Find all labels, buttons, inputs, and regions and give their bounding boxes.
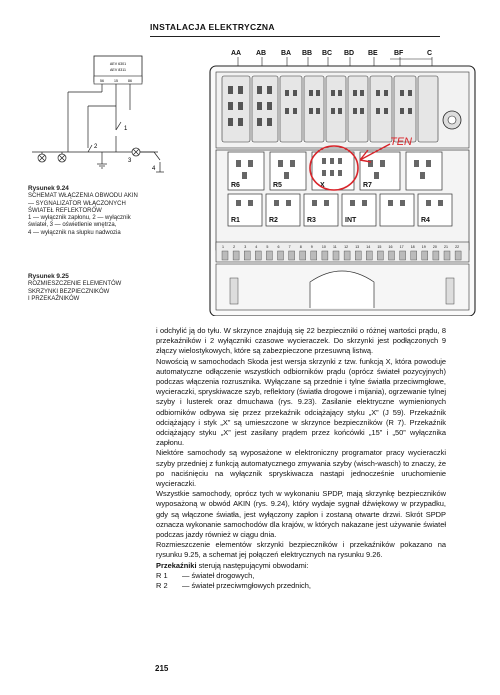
lamp-right	[58, 154, 66, 162]
caption-9-24-title: Rysunek 9.24	[28, 185, 69, 192]
relay-box-line1: AEV 6301	[109, 62, 127, 66]
fuse-blade	[333, 251, 339, 260]
caption-fig-9-25	[28, 273, 148, 303]
caption-9-24-line: — SYGNALIZATOR WŁĄCZONYCH	[28, 200, 126, 207]
relay-label-int: INT	[345, 217, 357, 224]
relay-label-r1: R1	[231, 217, 240, 224]
fuse-blade	[255, 251, 261, 260]
fuse-number: 14	[366, 245, 371, 249]
caption-9-25-line: SKRZYNKI BEZPIECZNIKÓW	[28, 288, 110, 295]
callout-3: 3	[128, 158, 132, 164]
fuse-number: 2	[233, 245, 236, 249]
connector-label-bd: BD	[344, 50, 355, 57]
page-number: 215	[155, 664, 169, 673]
callout-4: 4	[152, 166, 156, 172]
figure-9-25-fusebox	[200, 46, 480, 316]
relay-label-r6: R6	[231, 182, 240, 189]
fuse-number: 1	[222, 245, 224, 249]
caption-9-25-line: I PRZEKAŹNIKÓW	[28, 295, 80, 302]
connector-label-c: C	[427, 50, 433, 57]
caption-9-24-line: 1 — wyłącznik zapłonu, 2 — wyłącznik	[28, 215, 131, 222]
fuse-number: 5	[266, 245, 269, 249]
fuse-number: 22	[455, 245, 460, 249]
paragraph: Nowością w samochodach Skoda jest wersja skrzynki z tzw. funkcją X, która powoduje automatyczne odłączenie wszystkich odbiorników prądu (oprócz świateł pozycyjnych) podczas włączenia rozrusznika. Wyłączane są przednie i tylne światła przeciwmgłowe, wycieraczki, spryskiwacze szyb, reflektory (światła drogowe i mijania), ogrzewanie tylnej szyby i lusterek oraz dmuchawa (rys. 9.23). Zasilanie elektryczne wymienionych odbiorników odbywa się przez przekaźnik odciążający styku „X” (J 59). Przekaźnik odciążający i styk „X” są umieszczone w skrzynce bezpieczników (R 7). Przekaźnik odciążający styku „X” jest zasilany prądem przez końcówki „15” i „50” wyłącznika zapłonu.	[156, 356, 446, 448]
fuse-blade	[422, 251, 428, 260]
fuse-number: 21	[444, 245, 448, 249]
fuse-blade	[300, 251, 306, 260]
relay-pin-56: 56	[100, 79, 104, 83]
caption-9-24-line: świateł, 3 — oświetlenie wnętrza,	[28, 222, 117, 229]
fuse-number: 7	[288, 245, 291, 249]
connector-label-be: BE	[368, 50, 378, 57]
list-text: — świateł przeciwmgłowych przednich,	[182, 581, 311, 591]
fuse-number: 8	[299, 245, 302, 249]
list-item	[156, 581, 446, 591]
fuse-number: 4	[255, 245, 258, 249]
list-item	[156, 571, 446, 581]
fuse-blade	[311, 251, 317, 260]
relay-label-r7: R7	[363, 182, 372, 189]
lamp-left	[38, 154, 46, 162]
connector-label-bf: BF	[394, 50, 404, 57]
fuse-blade	[377, 251, 383, 260]
relays-lead-bold: Przekaźniki	[156, 560, 197, 570]
caption-9-24-line: 4 — wyłącznik na słupku nadwozia	[28, 229, 121, 236]
caption-9-25-title: Rysunek 9.25	[28, 273, 69, 280]
fuse-number: 16	[388, 245, 393, 249]
interior-lamp	[132, 148, 140, 156]
fuse-blade	[355, 251, 361, 260]
fuse-strip	[216, 242, 469, 262]
list-key: R 2	[156, 581, 168, 591]
caption-9-24-line: SCHEMAT WŁĄCZENIA OBWODU AKIN	[28, 193, 138, 200]
relay-list	[156, 571, 446, 591]
fuse-blade	[444, 251, 450, 260]
relay-label-r3: R3	[307, 217, 316, 224]
paragraph: Niektóre samochody są wyposażone w elektroniczny programator pracy wycieraczki szyby przedniej z funkcją automatycznego zmywania szyby (wisch-wasch) to znaczy, że po naciśnięciu na wyłącznik spryskiwacza nastąpi jednocześnie uruchomienie wycieraczki.	[156, 448, 446, 489]
connector-label-ab: AB	[256, 50, 267, 57]
handwritten-ten: TEN	[390, 136, 412, 148]
fuse-number: 9	[310, 245, 313, 249]
relays-lead	[156, 561, 446, 571]
connector-label-bc: BC	[322, 50, 333, 57]
caption-9-25-line: ROZMIESZCZENIE ELEMENTÓW	[28, 281, 122, 288]
connector-label-aa: AA	[231, 50, 242, 57]
fuse-blade	[389, 251, 395, 260]
relay-box-line2: AEV 8311	[110, 68, 126, 72]
fuse-number: 19	[421, 245, 426, 249]
relay-pin-15: 15	[114, 79, 118, 83]
fuse-blade	[278, 251, 284, 260]
paragraph: Wszystkie samochody, oprócz tych w wykonaniu SPDP, mają skrzynkę bezpieczników wyposażoną w obwód AKIN (rys. 9.24), który wydaje sygnał dźwiękowy w przypadku, gdy są włączone światła, jest wyłączony zapłon i zostaną otwarte drzwi. Skrót SPDP oznacza wykonanie samochodów dla krajów, w których nakazane jest używanie świateł podczas jazdy również w ciągu dnia.	[156, 489, 446, 540]
fuse-number: 3	[244, 245, 247, 249]
running-header	[150, 22, 440, 37]
fuse-number: 12	[344, 245, 349, 249]
fuse-blade	[344, 251, 350, 260]
caption-fig-9-24	[28, 185, 148, 237]
fuse-blade	[433, 251, 439, 260]
fuse-blade	[411, 251, 417, 260]
fuse-number: 17	[399, 245, 404, 249]
list-text: — świateł drogowych,	[182, 570, 255, 580]
relay-label-x: X	[320, 182, 325, 189]
fuse-number: 11	[333, 245, 337, 249]
fuse-blade	[233, 251, 239, 260]
connector-label-bb: BB	[302, 50, 313, 57]
fuse-blade	[322, 251, 328, 260]
relay-pin-86: 86	[128, 79, 132, 83]
fuse-number: 13	[355, 245, 360, 249]
caption-9-24-line: ŚWIATEŁ REFLEKTORÓW	[28, 207, 102, 214]
header-title: INSTALACJA ELEKTRYCZNA	[150, 22, 275, 32]
fuse-number: 6	[277, 245, 280, 249]
list-key: R 1	[156, 570, 168, 580]
relay-label-r2: R2	[269, 217, 278, 224]
fuse-blade	[222, 251, 228, 260]
fuse-blade	[266, 251, 272, 260]
fuse-blade	[289, 251, 295, 260]
fuse-blade	[366, 251, 372, 260]
relay-label-r5: R5	[273, 182, 282, 189]
connector-label-ba: BA	[281, 50, 292, 57]
relays-lead-rest: sterują następującymi obwodami:	[196, 560, 309, 570]
paragraph: Rozmieszczenie elementów skrzynki bezpieczników i przekaźników pokazano na rysunku 9.25, a schemat jej połączeń elektrycznych na rysunku 9.26.	[156, 540, 446, 560]
fuse-blade	[400, 251, 406, 260]
fuse-number: 18	[410, 245, 415, 249]
relay-label-r4: R4	[421, 217, 430, 224]
body-text	[156, 326, 446, 591]
callout-2: 2	[94, 144, 98, 150]
fuse-number: 15	[377, 245, 382, 249]
callout-1: 1	[124, 126, 128, 132]
paragraph: i odchylić ją do tyłu. W skrzynce znajdują się 22 bezpieczniki o różnej wartości prądu, 8 przekaźników i 2 wyłączniki czasowe wycieraczek. Do skrzynki jest podłączonych 9 złączy wielostykowych, które są zabezpieczone przesuwną listwą.	[156, 326, 446, 356]
fuse-blade	[455, 251, 461, 260]
fuse-number: 10	[321, 245, 326, 249]
fuse-number: 20	[432, 245, 437, 249]
figure-9-24-schematic	[28, 48, 178, 188]
fuse-blade	[244, 251, 250, 260]
